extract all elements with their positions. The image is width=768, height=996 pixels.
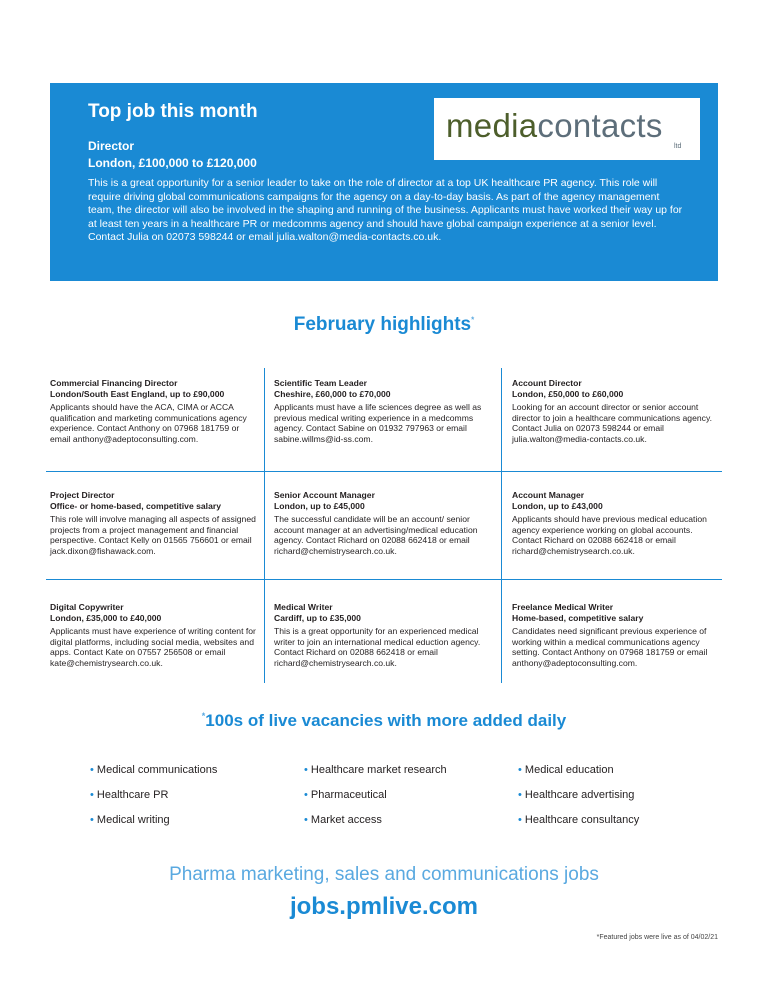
job-listing — [50, 602, 260, 669]
category-item: • Healthcare market research — [304, 764, 447, 776]
top-job-banner — [50, 83, 718, 281]
job-title: Commercial Financing Director — [50, 378, 178, 388]
job-title: Digital Copywriter — [50, 602, 124, 612]
job-listing — [274, 602, 484, 669]
job-listing — [274, 378, 484, 445]
bullet-icon: • — [518, 764, 522, 776]
logo-ltd-text: ltd — [674, 143, 682, 150]
job-subtitle: London, up to £43,000 — [512, 500, 603, 511]
job-subtitle: Office- or home-based, competitive salary — [50, 500, 221, 511]
footnote: *Featured jobs were live as of 04/02/21 — [596, 934, 718, 941]
job-subtitle: Cardiff, up to £35,000 — [274, 612, 361, 623]
live-asterisk: * — [201, 711, 206, 721]
top-job-role: Director — [88, 139, 135, 153]
job-description: Applicants should have previous medical education agency experience working on global accounts. Contact Richard on 02088 662418 or email richard@chemistrysearch.co.uk. — [512, 514, 707, 556]
job-subtitle: London, up to £45,000 — [274, 500, 365, 511]
category-item: • Medical education — [518, 764, 614, 776]
job-description: Candidates need significant previous experience of working within a medical communications agency setting. Contact Anthony on 07968 181759 or email anthony@adeptoconsulting.com. — [512, 626, 708, 668]
top-job-description: This is a great opportunity for a senior leader to take on the role of director at a top UK healthcare PR agency. This role will require driving global communications campaigns for the agency on a day-to-day basis. As part of the agency management team, the director will also be involved in the shaping and running of the business. Applicants must have worked their way up for at least ten years in a healthcare PR or medcomms agency and should have global campaign experience at a senior level. Contact Julia on 02073 598244 or email julia.walton@media-contacts.co.uk. — [88, 177, 683, 244]
job-listing — [50, 378, 260, 445]
job-description: Looking for an account director or senior account director to join a healthcare communications agency. Contact Julia on 02073 598244 or email julia.walton@media-contacts.co.uk. — [512, 402, 712, 444]
job-subtitle: London/South East England, up to £90,000 — [50, 388, 225, 399]
category-column — [304, 764, 447, 839]
bullet-icon: • — [518, 789, 522, 801]
top-job-heading: Top job this month — [88, 101, 258, 122]
category-item: • Market access — [304, 814, 382, 826]
grid-divider — [46, 579, 722, 580]
category-column — [518, 764, 639, 839]
job-description: This is a great opportunity for an experienced medical writer to join an international medical eduction agency. Contact Richard on 02088 662418 or email richard@chemistrysearch.co.uk. — [274, 626, 481, 668]
bullet-icon: • — [304, 764, 308, 776]
job-title: Senior Account Manager — [274, 490, 375, 500]
category-item: • Pharmaceutical — [304, 789, 387, 801]
job-listing — [512, 602, 722, 669]
category-item: • Healthcare consultancy — [518, 814, 640, 826]
jobs-site-url: jobs.pmlive.com — [289, 893, 479, 920]
media-contacts-logo — [434, 98, 700, 160]
grid-divider — [501, 368, 502, 683]
logo-contacts-text: contacts — [537, 107, 663, 144]
bullet-icon: • — [90, 764, 94, 776]
highlights-asterisk: * — [471, 315, 475, 325]
job-subtitle: London, £35,000 to £40,000 — [50, 612, 162, 623]
bullet-icon: • — [304, 814, 308, 826]
category-item: • Healthcare PR — [90, 789, 169, 801]
job-title: Medical Writer — [274, 602, 333, 612]
category-item: • Medical writing — [90, 814, 170, 826]
category-item: • Healthcare advertising — [518, 789, 635, 801]
job-description: Applicants must have a life sciences degree as well as previous medical writing experience in a medcomms agency. Contact Sabine on 01932 797963 or email sabine.willms@id-ss.com. — [274, 402, 482, 444]
bullet-icon: • — [518, 814, 522, 826]
job-description: The successful candidate will be an account/ senior account manager at an advertising/medical education agency. Contact Richard on 02088 662418 or email richard@chemistrysearch.co.uk. — [274, 514, 478, 556]
job-title: Account Manager — [512, 490, 585, 500]
job-listing — [274, 490, 484, 557]
grid-divider — [264, 368, 265, 683]
job-description: This role will involve managing all aspects of assigned projects from a project management and financial perspective. Contact Kelly on 01565 756601 or email jack.dixon@fishawack.com. — [50, 514, 256, 556]
job-listing — [50, 490, 260, 557]
job-subtitle: London, £50,000 to £60,000 — [512, 388, 624, 399]
bullet-icon: • — [90, 789, 94, 801]
job-title: Project Director — [50, 490, 115, 500]
job-title: Freelance Medical Writer — [512, 602, 614, 612]
live-vacancies-title: *100s of live vacancies with more added daily — [201, 711, 567, 730]
job-subtitle: Cheshire, £60,000 to £70,000 — [274, 388, 391, 399]
job-description: Applicants should have the ACA, CIMA or ACCA qualification and marketing communications agency experience. Contact Anthony on 07968 181759 or email anthony@adeptoconsulting.com. — [50, 402, 247, 444]
bullet-icon: • — [90, 814, 94, 826]
grid-divider — [46, 471, 722, 472]
bullet-icon: • — [304, 789, 308, 801]
job-title: Account Director — [512, 378, 582, 388]
logo-media-text: media — [446, 107, 538, 144]
job-description: Applicants must have experience of writing content for digital platforms, including social media, websites and apps. Contact Kate on 07557 256508 or email kate@chemistrysearch.co.uk. — [50, 626, 256, 668]
job-title: Scientific Team Leader — [274, 378, 367, 388]
job-subtitle: Home-based, competitive salary — [512, 612, 644, 623]
highlights-title: February highlights* — [293, 314, 475, 335]
category-item: • Medical communications — [90, 764, 218, 776]
job-listing — [512, 490, 722, 557]
job-listing — [512, 378, 722, 445]
tagline: Pharma marketing, sales and communications jobs — [169, 864, 599, 885]
highlights-grid — [46, 368, 722, 683]
category-column — [90, 764, 217, 839]
top-job-location-salary: London, £100,000 to £120,000 — [88, 156, 257, 170]
